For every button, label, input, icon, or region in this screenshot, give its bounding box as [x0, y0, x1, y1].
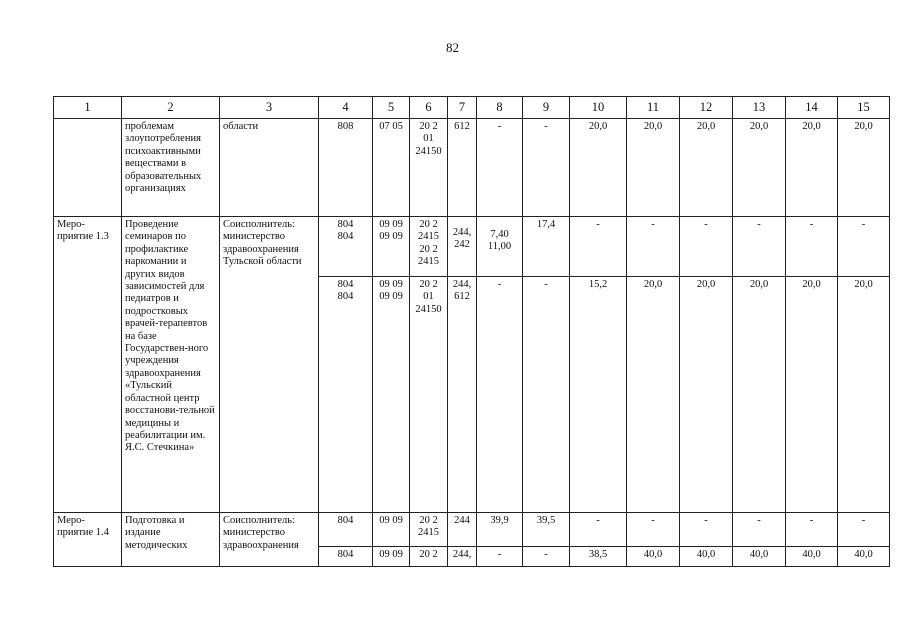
- table-cell: -: [523, 119, 570, 217]
- table-cell: 612: [448, 119, 477, 217]
- table-cell: -: [523, 277, 570, 513]
- table-cell: 20,0: [627, 119, 680, 217]
- table-cell: 20 2: [410, 547, 448, 567]
- table-cell: [373, 277, 410, 513]
- col-header: 9: [523, 97, 570, 119]
- cell-line: 01: [423, 291, 434, 303]
- table-cell: 244,: [448, 547, 477, 567]
- table-cell: 15,2: [570, 277, 627, 513]
- cell-line: 11,00: [487, 241, 512, 253]
- table-cell: [54, 119, 122, 217]
- cell-line: 804: [337, 279, 354, 290]
- table-cell: -: [627, 217, 680, 277]
- table-cell: 09 09: [373, 513, 410, 547]
- measure-description: Проведение семинаров по профилактике наркомании и других видов зависимостей для педиатров и подростковых врачей-терапевтов на базе Государствен-ного учреждения здравоохранения «Тульский областной центр восстанови-тельной медицины и реабилитации им. Я.С. Стечкина»: [122, 217, 220, 513]
- table-cell: 40,0: [838, 547, 890, 567]
- table-cell: 20,0: [838, 119, 890, 217]
- table-cell: 20,0: [627, 277, 680, 513]
- executor-cell: Соисполнитель: министерство здравоохранения Тульской области: [220, 217, 319, 513]
- table-cell: -: [523, 547, 570, 567]
- table-cell: -: [477, 119, 523, 217]
- table-cell: -: [786, 217, 838, 277]
- table-cell: 40,0: [733, 547, 786, 567]
- measure-description: проблемам злоупотребления психоактивными веществами в образовательных организациях: [122, 119, 220, 217]
- cell-line: 2415: [418, 256, 439, 268]
- cell-line: 09 09: [379, 219, 403, 230]
- cell-line: 20 2: [419, 243, 438, 255]
- table-cell: 20,0: [570, 119, 627, 217]
- table-cell: 808: [319, 119, 373, 217]
- col-header: 13: [733, 97, 786, 119]
- col-header: 5: [373, 97, 410, 119]
- table-cell: -: [570, 513, 627, 547]
- table-cell: -: [680, 217, 733, 277]
- cell-line: 20 2: [419, 219, 438, 230]
- table-cell: -: [838, 513, 890, 547]
- page-number: 82: [446, 40, 459, 55]
- table-cell: 804: [319, 547, 373, 567]
- col-header: 12: [680, 97, 733, 119]
- col-header: 8: [477, 97, 523, 119]
- cell-line: 244,: [452, 279, 472, 290]
- cell-line: 20 2: [419, 121, 438, 132]
- table-cell: 804: [319, 513, 373, 547]
- table-row: [54, 119, 890, 217]
- col-header: 7: [448, 97, 477, 119]
- table-cell: [373, 217, 410, 277]
- cell-line: 804: [337, 291, 354, 303]
- measure-number: Меро-приятие 1.4: [54, 513, 122, 567]
- budget-table: [53, 96, 890, 567]
- table-cell: 20,0: [733, 277, 786, 513]
- cell-line: 09 09: [379, 231, 403, 243]
- cell-line: 01: [423, 133, 434, 145]
- table-cell: -: [838, 217, 890, 277]
- table-row: [54, 217, 890, 277]
- table-cell: [410, 277, 448, 513]
- executor-cell: Соисполнитель: министерство здравоохранения: [220, 513, 319, 567]
- table-cell: 40,0: [680, 547, 733, 567]
- col-header: 3: [220, 97, 319, 119]
- cell-line: 20 2: [419, 279, 438, 290]
- table-cell: 39,9: [477, 513, 523, 547]
- cell-line: 24150: [415, 303, 442, 315]
- table-cell: -: [786, 513, 838, 547]
- table-cell: 09 09: [373, 547, 410, 567]
- cell-line: 242: [454, 239, 470, 251]
- table-cell: [410, 119, 448, 217]
- table-cell: 20,0: [786, 277, 838, 513]
- table-cell: 20,0: [786, 119, 838, 217]
- table-cell: [410, 217, 448, 277]
- table-cell: [448, 277, 477, 513]
- table-cell: -: [627, 513, 680, 547]
- table-cell: -: [680, 513, 733, 547]
- table-cell: -: [733, 217, 786, 277]
- col-header: 1: [54, 97, 122, 119]
- table-cell: -: [570, 217, 627, 277]
- table-cell: 38,5: [570, 547, 627, 567]
- measure-description: Подготовка и издание методических: [122, 513, 220, 567]
- cell-line: 09 09: [379, 279, 403, 290]
- table-cell: -: [477, 547, 523, 567]
- col-header: 14: [786, 97, 838, 119]
- col-header: 11: [627, 97, 680, 119]
- cell-line: 2415: [418, 527, 439, 539]
- table-cell: 20,0: [838, 277, 890, 513]
- header-row: [54, 97, 890, 119]
- col-header: 15: [838, 97, 890, 119]
- measure-number: Меро-приятие 1.3: [54, 217, 122, 513]
- table-cell: [319, 277, 373, 513]
- col-header: 4: [319, 97, 373, 119]
- table-cell: 07 05: [373, 119, 410, 217]
- table-cell: 17,4: [523, 217, 570, 277]
- col-header: 6: [410, 97, 448, 119]
- table-cell: [477, 217, 523, 277]
- table-cell: [448, 217, 477, 277]
- col-header: 2: [122, 97, 220, 119]
- cell-line: 24150: [415, 145, 442, 157]
- cell-line: 2415: [418, 231, 439, 243]
- table-cell: 20,0: [680, 119, 733, 217]
- cell-line: 7,40: [490, 229, 509, 240]
- table-cell: 40,0: [627, 547, 680, 567]
- table-cell: 244: [448, 513, 477, 547]
- cell-line: 20 2: [419, 515, 438, 526]
- executor-cell: области: [220, 119, 319, 217]
- cell-line: 09 09: [379, 291, 403, 303]
- table-cell: 20,0: [680, 277, 733, 513]
- cell-line: 804: [337, 219, 354, 230]
- cell-line: 244,: [452, 227, 472, 238]
- table-cell: 39,5: [523, 513, 570, 547]
- table-cell: -: [477, 277, 523, 513]
- table-cell: 20,0: [733, 119, 786, 217]
- table-cell: 40,0: [786, 547, 838, 567]
- cell-line: 612: [454, 291, 470, 303]
- table-cell: -: [733, 513, 786, 547]
- col-header: 10: [570, 97, 627, 119]
- table-cell: [319, 217, 373, 277]
- table-row: [54, 513, 890, 547]
- cell-line: 804: [337, 231, 354, 243]
- table-cell: [410, 513, 448, 547]
